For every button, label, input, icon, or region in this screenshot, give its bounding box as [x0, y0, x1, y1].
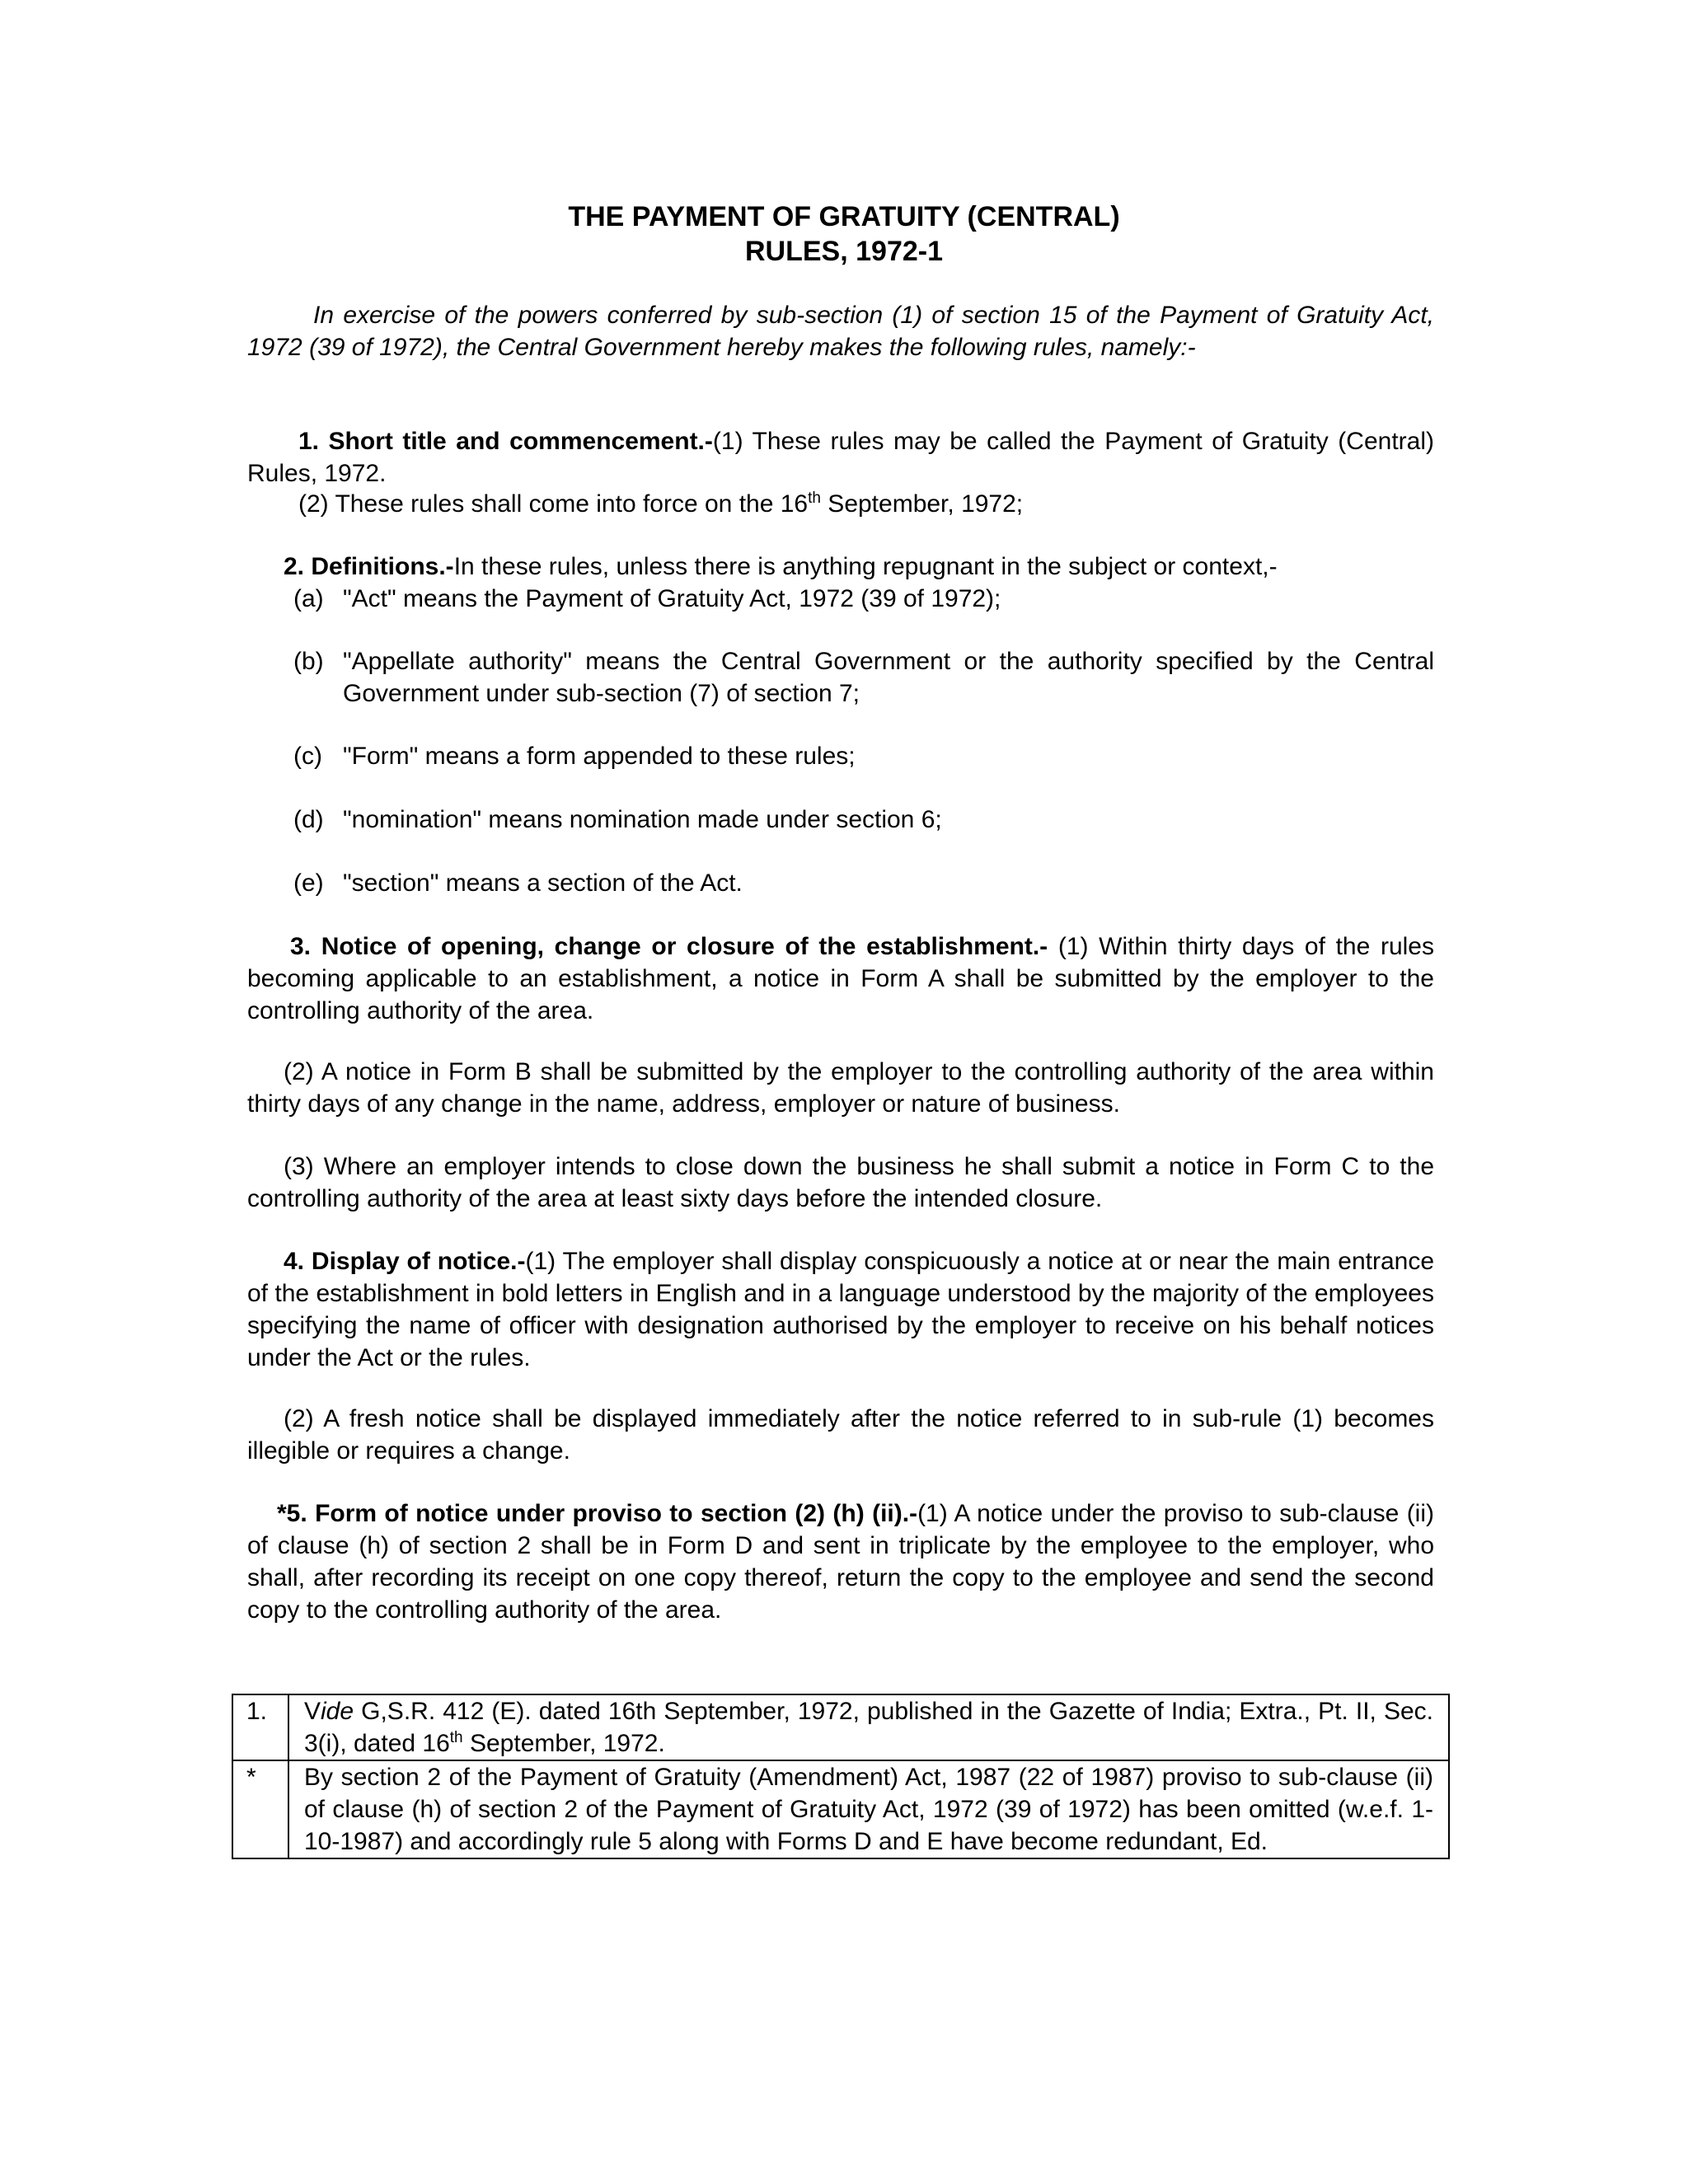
footnote-text: [288, 1694, 1449, 1760]
definition-label: (e): [293, 869, 324, 897]
rule-4: [247, 1245, 1434, 1374]
footnote-row: [232, 1760, 1449, 1858]
footnote-v: V: [304, 1698, 321, 1725]
definition-item: [293, 645, 1434, 710]
footnote-marker: *: [232, 1760, 288, 1858]
footnote-text-pre: G,S.R. 412 (E). dated 16th September, 1972, published in the Gazette of India; Extra., Pt. II, Sec. 3(i), dated 16: [304, 1698, 1433, 1757]
preamble-text: In exercise of the powers conferred by sub-section (1) of section 15 of the Payment of Gratuity Act, 1972 (39 of 1972), the Central Government hereby makes the following rules, namely:-: [247, 302, 1434, 361]
rule-3-sub-2-text: (2) A notice in Form B shall be submitted by the employer to the controlling authority of the area within thirty days of any change in the name, address, employer or nature of business.: [247, 1058, 1434, 1118]
rule-3-heading: 3. Notice of opening, change or closure of the establishment.-: [290, 933, 1048, 960]
rule-3-text: (1) Within thirty days of the rules becoming applicable to an establishment, a notice in Form A shall be submitted by the employer to the controlling authority of the area.: [247, 933, 1434, 1024]
footnote-ide: ide: [321, 1698, 354, 1725]
definition-item: [293, 740, 1434, 772]
document-title-line1: THE PAYMENT OF GRATUITY (CENTRAL): [568, 201, 1120, 232]
definition-text: "nomination" means nomination made under section 6;: [343, 806, 942, 833]
rule-4-sub-2-text: (2) A fresh notice shall be displayed immediately after the notice referred to in sub-rule (1) becomes illegible or requires a change.: [247, 1405, 1434, 1465]
definition-text: "Act" means the Payment of Gratuity Act, 1972 (39 of 1972);: [343, 585, 1001, 612]
rule-5: [247, 1497, 1434, 1626]
definition-label: (c): [293, 743, 322, 770]
rule-5-text: (1) A notice under the proviso to sub-clause (ii) of clause (h) of section 2 shall be in Form D and sent in triplicate by the employee to the employer, who shall, after recording its receipt on one copy thereof, return the copy to the employee and send the second copy to the controlling authority of the area.: [247, 1500, 1435, 1624]
rule-2-heading: 2. Definitions.-: [284, 553, 454, 580]
rule-1-heading: 1. Short title and commencement.-: [298, 428, 713, 455]
footnote-marker: 1.: [232, 1694, 288, 1760]
definition-text: "Form" means a form appended to these rules;: [343, 743, 856, 770]
preamble: [247, 299, 1434, 363]
rule-3-sub-2: [247, 1056, 1434, 1120]
definition-item: [293, 804, 1434, 836]
rule-3-sub-3-text: (3) Where an employer intends to close down the business he shall submit a notice in Form C to the controlling authority of the area at least sixty days before the intended closure.: [247, 1153, 1434, 1212]
rule-2: [247, 551, 1434, 583]
footnotes-table: [232, 1694, 1450, 1859]
footnote-text-post: September, 1972.: [462, 1730, 665, 1757]
rule-4-text: (1) The employer shall display conspicuously a notice at or near the main entrance of the establishment in bold letters in English and in a language understood by the majority of the employees specifying the name of officer with designation authorised by the employer to receive on his behalf notices under the Act or the rules.: [247, 1248, 1435, 1371]
rule-3-sub-3: [247, 1151, 1434, 1215]
definition-label: (b): [293, 648, 324, 675]
document-title-line2: RULES, 1972-1: [745, 236, 943, 267]
rule-1: [247, 425, 1434, 490]
definition-text: "section" means a section of the Act.: [343, 869, 743, 897]
rule-1-sub-2-text: (2) These rules shall come into force on the 16: [298, 490, 809, 518]
definition-item: [293, 867, 1434, 899]
definition-text: "Appellate authority" means the Central Government or the authority specified by the Central Government under sub-section (7) of section 7;: [343, 648, 1434, 707]
definition-label: (d): [293, 806, 324, 833]
rule-2-text: In these rules, unless there is anything repugnant in the subject or context,-: [453, 553, 1278, 580]
rule-1-sub-2: [247, 488, 1434, 520]
rule-1-sub-2-date: September, 1972;: [820, 490, 1024, 518]
rule-1-text: (1) These rules may be called the Payment of Gratuity (Central) Rules, 1972.: [247, 428, 1435, 487]
rule-3: [247, 930, 1434, 1027]
rule-4-heading: 4. Display of notice.-: [284, 1248, 526, 1275]
definition-item: [293, 583, 1434, 615]
rule-5-heading: *5. Form of notice under proviso to section (2) (h) (ii).-: [277, 1500, 918, 1527]
footnote-row: [232, 1694, 1449, 1760]
footnote-text: By section 2 of the Payment of Gratuity (Amendment) Act, 1987 (22 of 1987) proviso to sub-clause (ii) of clause (h) of section 2 of the Payment of Gratuity Act, 1972 (39 of 1972) has been omitted (w.e.f. 1-10-1987) and accordingly rule 5 along with Forms D and E have become redundant, Ed.: [288, 1760, 1449, 1858]
superscript: th: [808, 490, 821, 507]
superscript: th: [449, 1729, 463, 1746]
definition-label: (a): [293, 585, 324, 612]
rule-4-sub-2: [247, 1403, 1434, 1467]
